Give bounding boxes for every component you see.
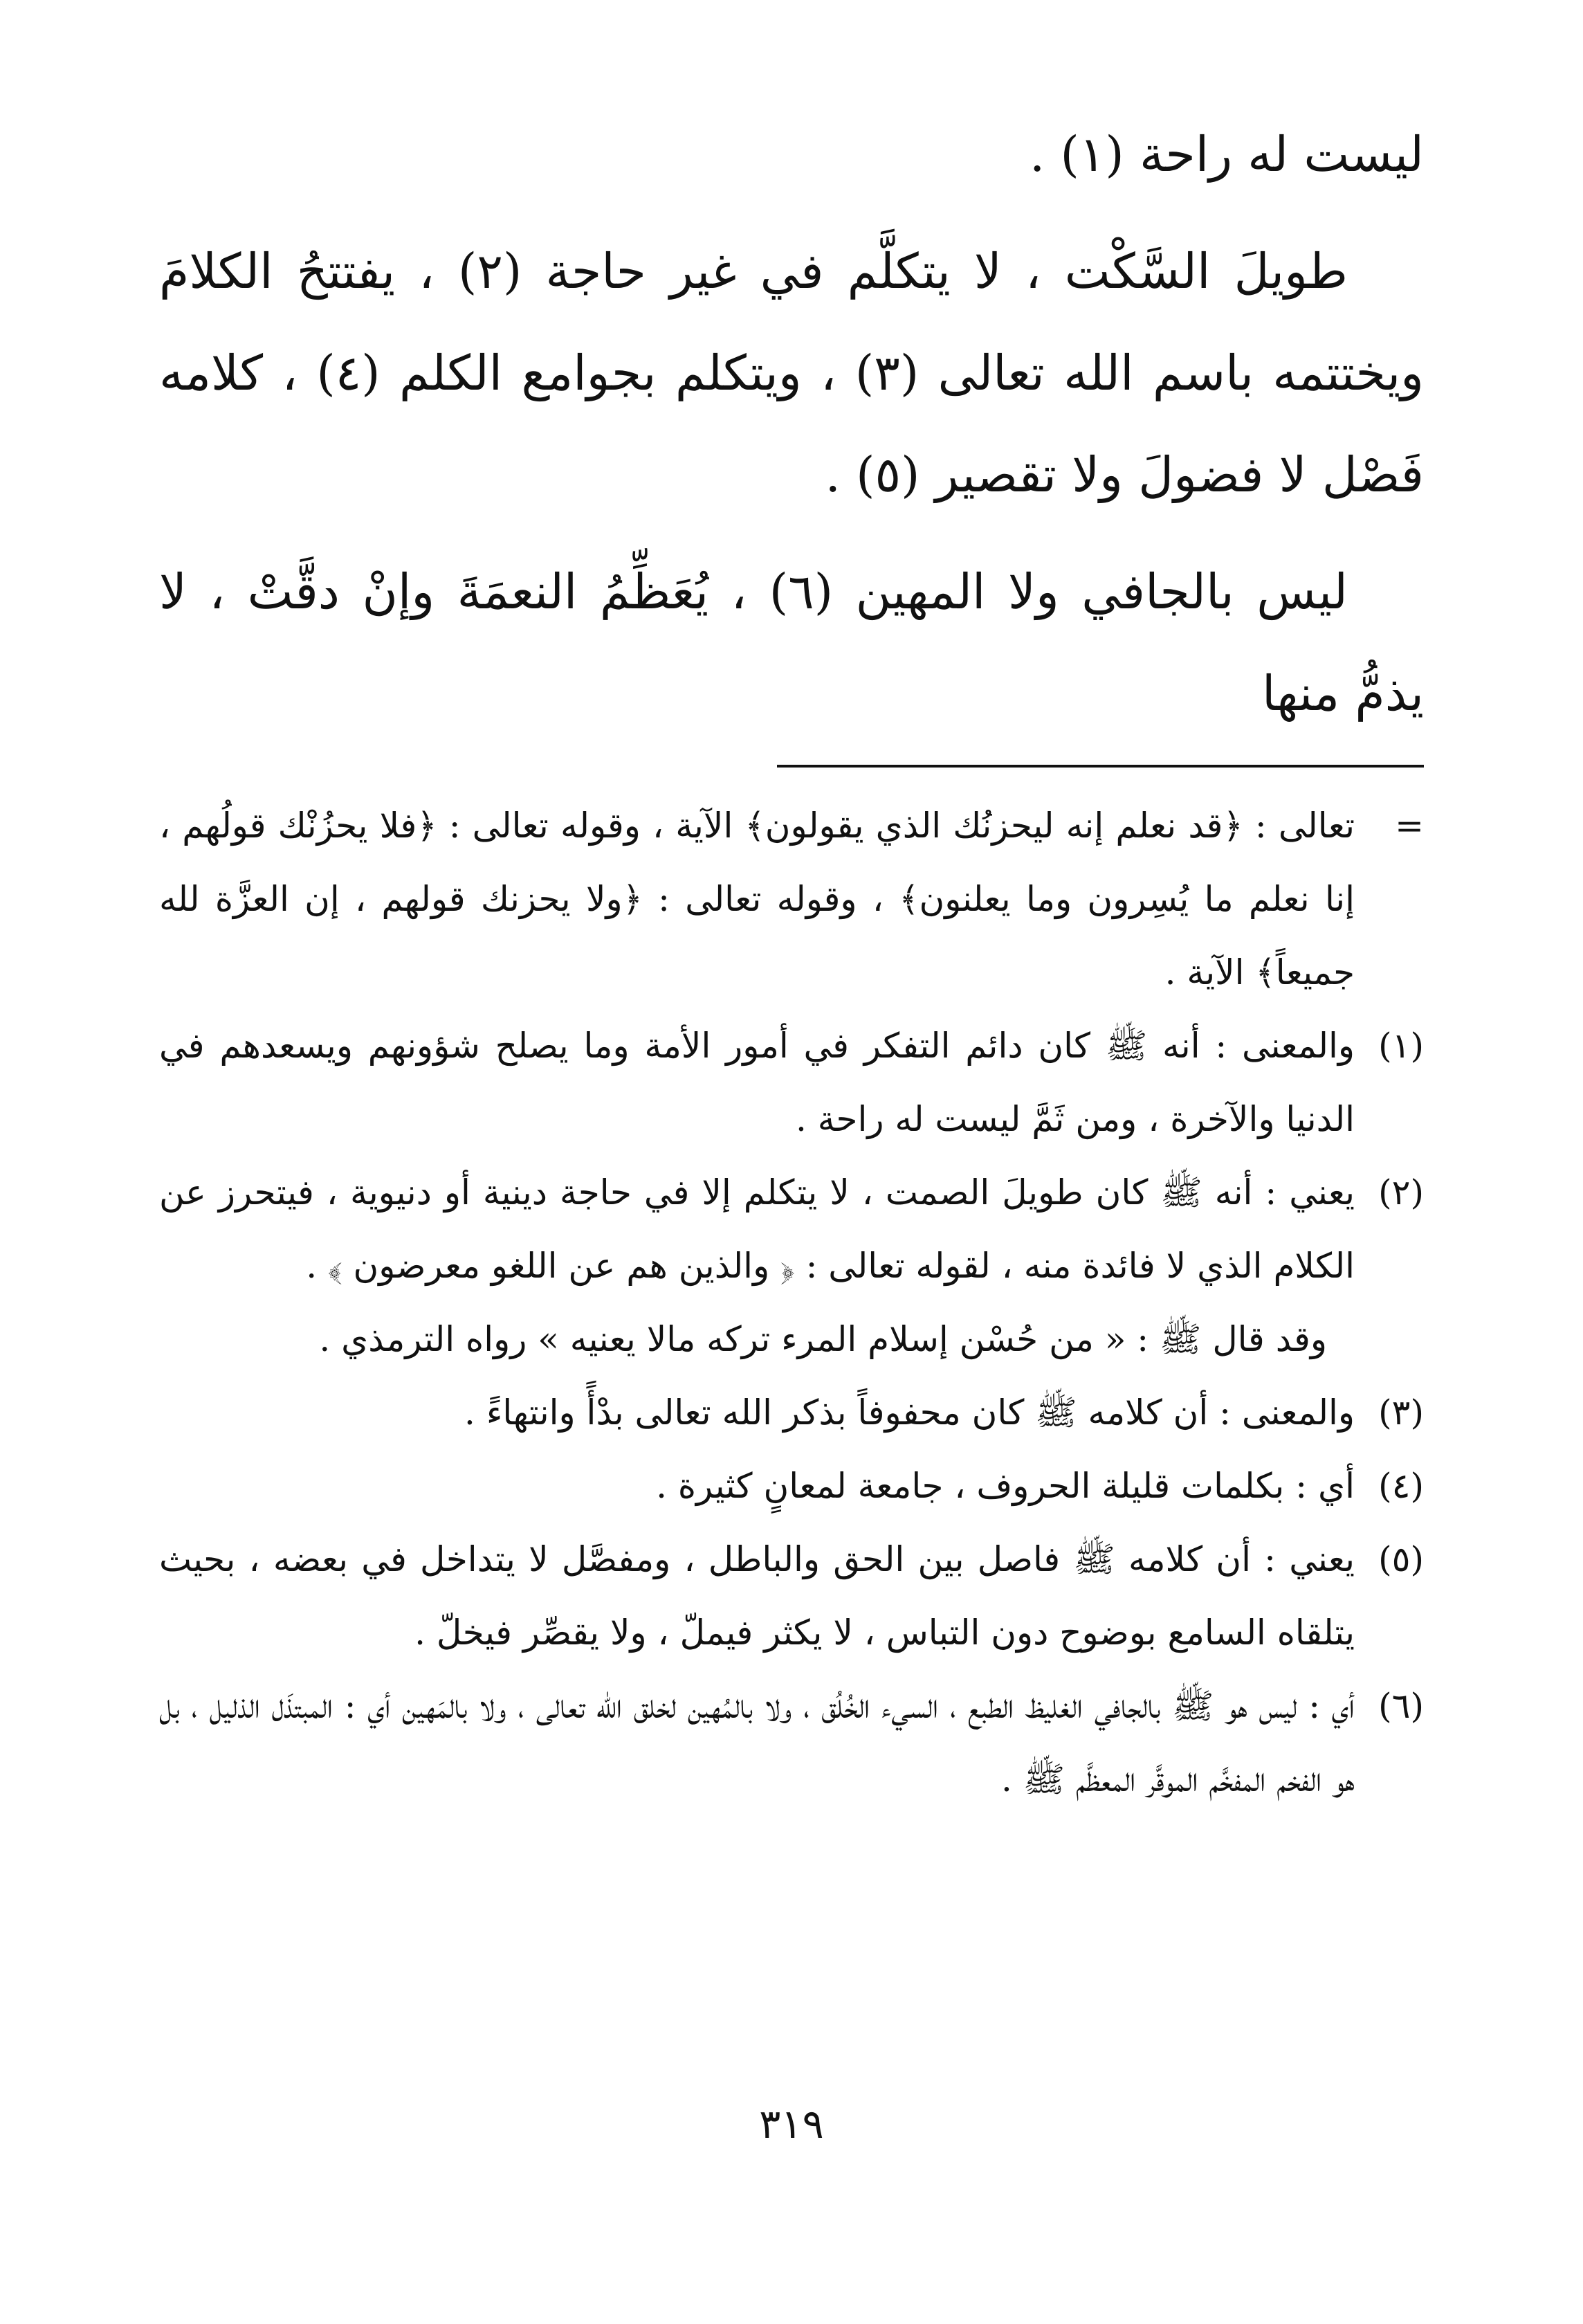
footnote-number: (٦) [1378, 1686, 1424, 1726]
main-paragraph-2: ليس بالجافي ولا المهين (٦) ، يُعَظِّمُ النعمَةَ وإنْ دقَّتْ ، لا يذمُّ منها [159, 563, 1424, 722]
footnote-1 [159, 1009, 1424, 1156]
continued-marker: = [1395, 806, 1424, 846]
main-text [159, 104, 1424, 745]
footnote-3 [159, 1376, 1424, 1449]
footnote-continued [159, 789, 1424, 1009]
page-number: ٣١٩ [759, 2100, 824, 2148]
footnote-text: أي : بكلمات قليلة الحروف ، جامعة لمعانٍ كثيرة . [656, 1466, 1355, 1506]
footnote-text: يعني : أنه ﷺ كان طويلَ الصمت ، لا يتكلم إلا في حاجة دينية أو دنيوية ، فيتحرز عن الكلام الذي لا فائدة منه ، لقوله تعالى : ﴿ والذين هم عن اللغو معرضون ﴾ . [159, 1172, 1355, 1286]
footnotes [159, 789, 1424, 1816]
footnote-number: (٣) [1378, 1392, 1424, 1433]
footnote-text: والمعنى : أن كلامه ﷺ كان محفوفاً بذكر الله تعالى بدْأً وانتهاءً . [464, 1392, 1355, 1433]
footnote-number: (٢) [1378, 1172, 1424, 1213]
footnote-text: والمعنى : أنه ﷺ كان دائم التفكر في أمور الأمة وما يصلح شؤونهم ويسعدهم في الدنيا والآخرة ، ومن ثَمَّ ليست له راحة . [159, 1026, 1355, 1139]
footnote-continued-text: تعالى : ﴿قد نعلم إنه ليحزنُك الذي يقولون﴾ الآية ، وقوله تعالى : ﴿فلا يحزُنْك قولُهم ، إنا نعلم ما يُسِرون وما يعلنون﴾ ، وقوله تعالى : ﴿ولا يحزنك قولهم ، إن العزَّة لله جميعاً﴾ الآية . [159, 806, 1355, 992]
footnote-number: (٥) [1378, 1539, 1424, 1579]
footnote-number: (٤) [1378, 1466, 1424, 1506]
main-line-1: ليست له راحة (١) . [1029, 126, 1424, 183]
main-paragraph-1: طويلَ السَّكْت ، لا يتكلَّم في غير حاجة (٢) ، يفتتحُ الكلامَ ويختتمه باسم الله تعالى (٣) ، ويتكلم بجوامع الكلم (٤) ، كلامه فَصْل لا فضولَ ولا تقصير (٥) . [159, 243, 1424, 503]
footnote-separator [777, 765, 1424, 768]
footnote-2-continuation: وقد قال ﷺ : « من حُسْن إسلام المرء تركه مالا يعنيه » رواه الترمذي . [319, 1319, 1327, 1359]
footnote-text: يعني : أن كلامه ﷺ فاصل بين الحق والباطل ، ومفصَّل لا يتداخل في بعضه ، بحيث يتلقاه السامع بوضوح دون التباس ، لا يكثر فيملّ ، ولا يقصِّر فيخلّ . [159, 1539, 1355, 1653]
footnote-text: أي : ليس هو ﷺ بالجافي الغليظ الطبع ، السيء الخُلُق ، ولا بالمُهين لخلق الله تعالى ، ولا بالمَهين أي : المبتذَل الذليل ، بل هو الفخم المفخَّم الموقَّر المعظَّم ﷺ . [159, 1686, 1355, 1799]
footnote-2 [159, 1156, 1424, 1302]
footnote-6 [159, 1669, 1424, 1816]
footnote-5 [159, 1523, 1424, 1669]
footnote-number: (١) [1378, 1026, 1425, 1066]
footnote-4 [159, 1449, 1424, 1523]
